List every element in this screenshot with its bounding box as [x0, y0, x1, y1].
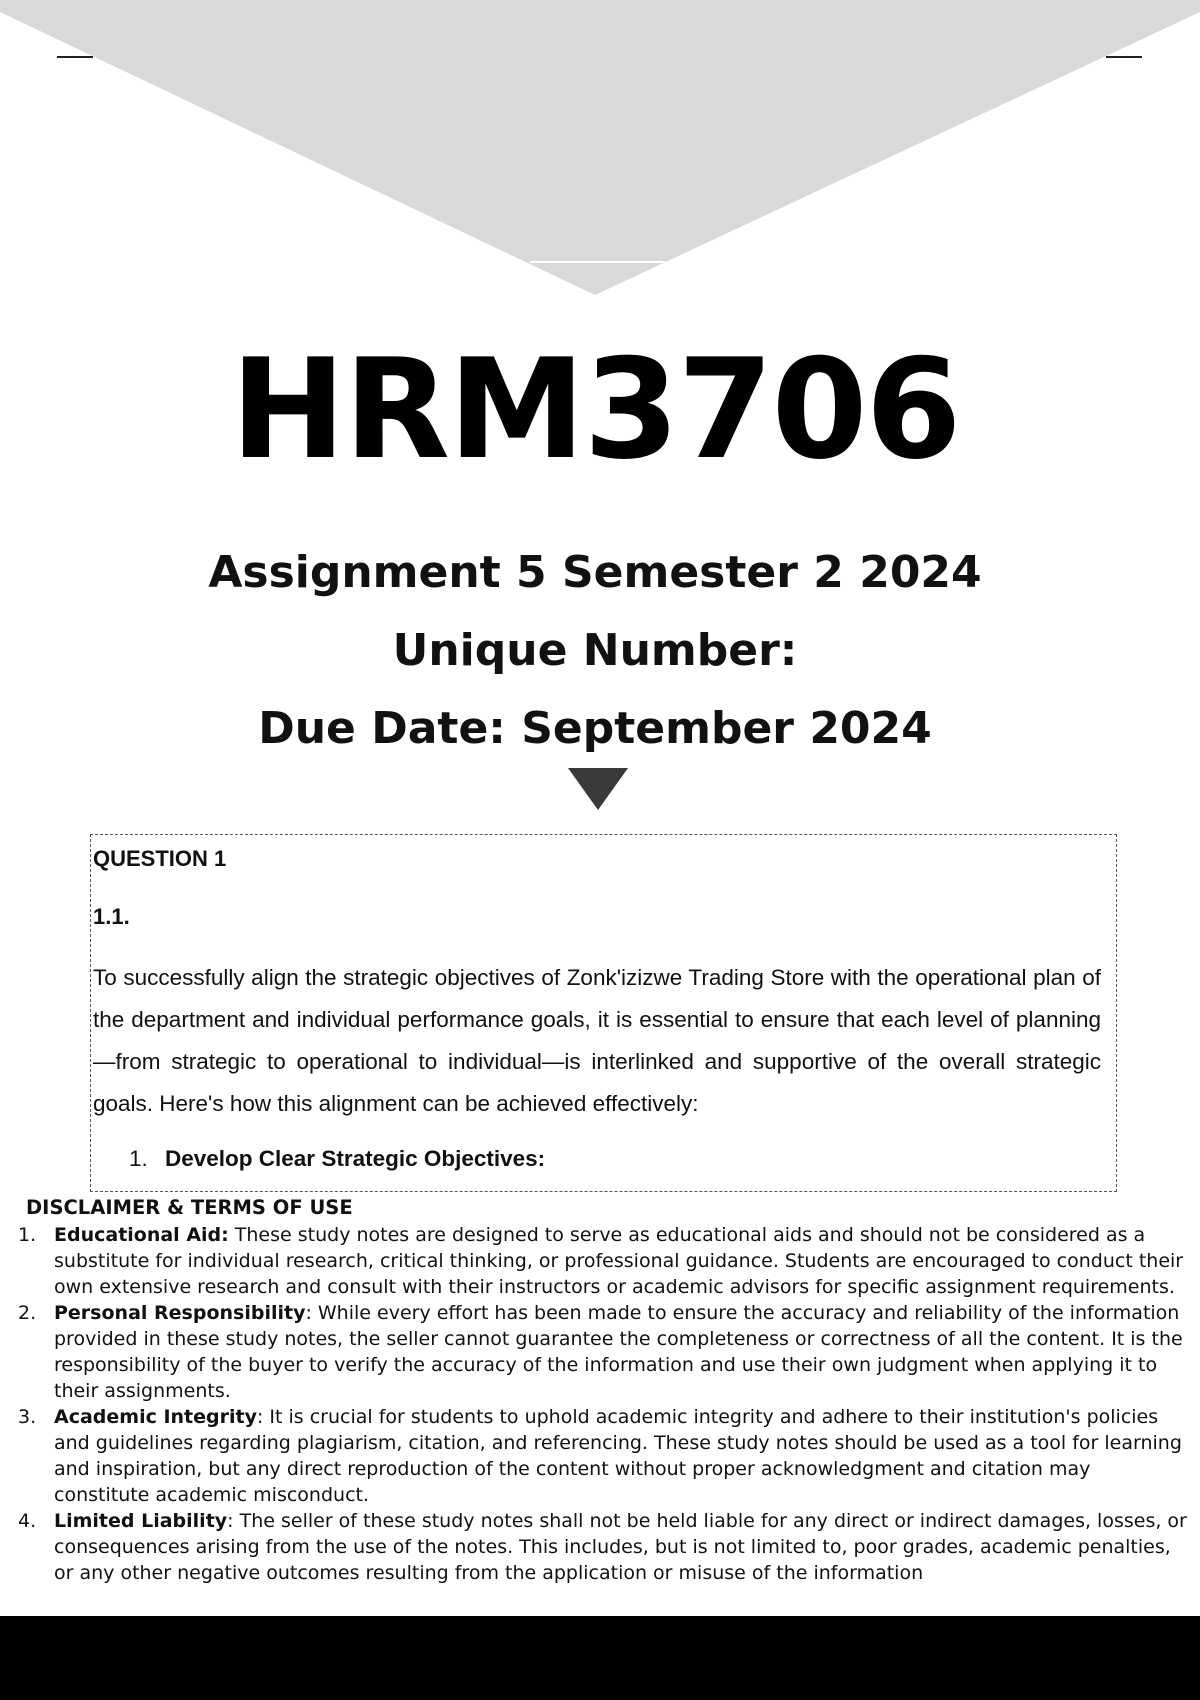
disclaimer-title: DISCLAIMER & TERMS OF USE [26, 1196, 353, 1219]
question-body: To successfully align the strategic objectives of Zonk'izizwe Trading Store with the operational plan of the department and individual performance goals, it is essential to ensure that each level of planning—from strategic to operational to individual—is interlinked and supportive of the overall strategic goals. Here's how this alignment can be achieved effectively: [93, 965, 1101, 1116]
disclaimer-item [18, 1222, 1188, 1300]
question-step [129, 1145, 1101, 1173]
disclaimer-item-number: 3. [18, 1406, 37, 1428]
disclaimer-item-number: 2. [18, 1302, 37, 1324]
disclaimer-section [18, 1196, 1188, 1586]
banner-chevron [0, 0, 1200, 295]
step-label: Develop Clear Strategic Objectives: [165, 1146, 546, 1171]
disclaimer-item-number: 4. [18, 1510, 37, 1532]
disclaimer-item-label: Educational Aid: [54, 1224, 229, 1246]
disclaimer-item-number: 1. [18, 1224, 37, 1246]
disclaimer-item-text: : The seller of these study notes shall not be held liable for any direct or indirect damages, losses, or consequences arising from the use of the notes. This includes, but is not limited to, poor grades, academic penalties, or any other negative outcomes resulting from the application or misuse of the information [54, 1510, 1187, 1584]
disclaimer-item-label: Academic Integrity [54, 1406, 257, 1428]
course-code-title: HRM3706 [230, 329, 960, 490]
disclaimer-item-text: These study notes are designed to serve as educational aids and should not be considered as a substitute for individual research, critical thinking, or professional guidance. Students are encouraged to conduct their own extensive research and consult with their instructors or academic advisors for specific assignment requirements. [54, 1224, 1184, 1298]
step-number: 1. [129, 1146, 148, 1171]
disclaimer-item [18, 1508, 1188, 1586]
disclaimer-item-text: : While every effort has been made to ensure the accuracy and reliability of the information provided in these study notes, the seller cannot guarantee the completeness or correctness of all the content. It is the responsibility of the buyer to verify the accuracy of the information and use their own judgment when applying it to their assignments. [54, 1302, 1183, 1402]
bottom-black-bar [0, 1616, 1200, 1700]
disclaimer-item-label: Limited Liability [54, 1510, 228, 1532]
due-date: Due Date: September 2024 [258, 703, 932, 754]
assignment-subtitle: Assignment 5 Semester 2 2024 [208, 547, 982, 598]
question-sub-number: 1.1. [93, 904, 130, 929]
corner-rule-left [57, 56, 93, 58]
down-triangle-icon [568, 768, 628, 810]
disclaimer-item-text: : It is crucial for students to uphold academic integrity and adhere to their institution's policies and guidelines regarding plagiarism, citation, and referencing. These study notes should be used as a tool for learning and inspiration, but any direct reproduction of the content without proper acknowledgment and citation may constitute academic misconduct. [54, 1406, 1182, 1506]
cover-banner [0, 0, 1200, 300]
disclaimer-list [18, 1222, 1188, 1586]
disclaimer-item [18, 1404, 1188, 1508]
question-preview-content [93, 845, 1101, 1173]
disclaimer-item [18, 1300, 1188, 1404]
disclaimer-item-label: Personal Responsibility [54, 1302, 306, 1324]
unique-number: Unique Number: [392, 625, 798, 676]
corner-rule-right [1106, 56, 1142, 58]
question-preview-box [90, 834, 1117, 1192]
question-heading: QUESTION 1 [93, 846, 227, 871]
